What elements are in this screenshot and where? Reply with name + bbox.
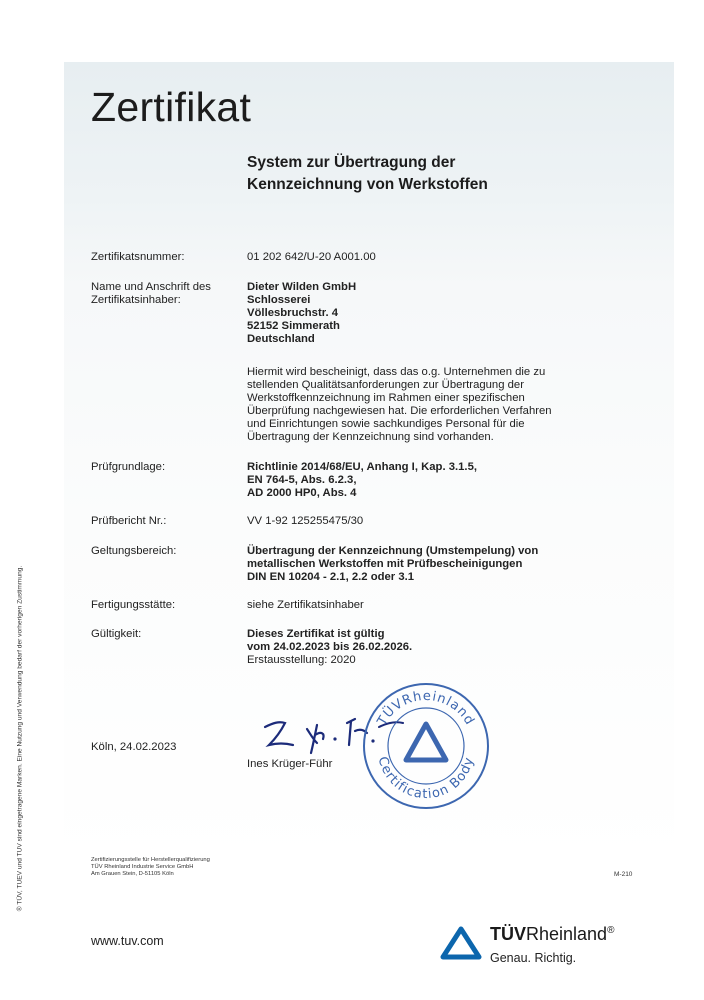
signatory-name: Ines Krüger-Führ — [247, 758, 333, 770]
production-site-value: siehe Zertifikatsinhaber — [247, 599, 364, 611]
validity-line: Dieses Zertifikat ist gültig — [247, 628, 385, 640]
test-basis-value — [247, 461, 477, 500]
holder-address-line: Deutschland — [247, 333, 315, 345]
first-issue: Erstausstellung: 2020 — [247, 654, 356, 666]
website-link[interactable]: www.tuv.com — [91, 934, 164, 948]
holder-label-line: Name und Anschrift des — [91, 281, 211, 293]
stamp-top-text: TÜVRheinland — [374, 688, 478, 729]
certificate-title: Zertifikat — [91, 84, 252, 130]
test-basis-line: AD 2000 HP0, Abs. 4 — [247, 487, 357, 499]
registered-mark: ® — [607, 925, 615, 936]
test-report-label: Prüfbericht Nr.: — [91, 515, 167, 527]
scope-label: Geltungsbereich: — [91, 545, 177, 557]
statement-line: und Einrichtungen sowie sachkundiges Personal für die — [247, 418, 525, 430]
place-date: Köln, 24.02.2023 — [91, 741, 177, 753]
holder-address-line: Schlosserei — [247, 294, 311, 306]
brand-slogan: Genau. Richtig. — [490, 951, 577, 965]
statement-line: Übertragung der Kennzeichnung sind vorhanden. — [247, 431, 494, 443]
tuv-triangle-icon — [440, 926, 482, 960]
certification-stamp — [360, 680, 492, 812]
tuv-brand-logo — [440, 924, 680, 974]
holder-company-name: Dieter Wilden GmbH — [247, 281, 357, 293]
holder-label-line: Zertifikatsinhaber: — [91, 294, 181, 306]
holder-address-line: Völlesbruchstr. 4 — [247, 307, 339, 319]
brand-name — [490, 924, 614, 945]
certificate-number-value: 01 202 642/U-20 A001.00 — [247, 251, 376, 263]
brand-name-bold: TÜV — [490, 924, 526, 944]
test-basis-line: EN 764-5, Abs. 6.2.3, — [247, 474, 357, 486]
brand-name-rest: Rheinland — [526, 924, 608, 944]
certificate-subtitle — [247, 152, 488, 196]
statement-line: Werkstoffkennzeichnung im Rahmen einer spezifischen — [247, 392, 525, 404]
scope-line: Übertragung der Kennzeichnung (Umstempelung) von — [247, 545, 539, 557]
holder-label — [91, 281, 211, 307]
validity-value — [247, 628, 412, 667]
issuer-line: Zertifizierungsstelle für Herstellerqualifizierung — [91, 857, 210, 863]
test-report-value: VV 1-92 125255475/30 — [247, 515, 364, 527]
subtitle-line: Kennzeichnung von Werkstoffen — [247, 176, 488, 193]
validity-dates: vom 24.02.2023 bis 26.02.2026. — [247, 641, 413, 653]
certification-statement — [247, 366, 607, 444]
issuer-block — [91, 857, 210, 878]
scope-value — [247, 545, 538, 584]
issuer-line: Am Grauen Stein, D-51105 Köln — [91, 871, 174, 877]
certificate-number-label: Zertifikatsnummer: — [91, 251, 185, 263]
test-basis-line: Richtlinie 2014/68/EU, Anhang I, Kap. 3.1.5, — [247, 461, 477, 473]
subtitle-line: System zur Übertragung der — [247, 154, 456, 171]
scope-line: metallischen Werkstoffen mit Prüfbescheinigungen — [247, 558, 523, 570]
stamp-bottom-text: Certification Body — [374, 755, 478, 803]
holder-address-line: 52152 Simmerath — [247, 320, 340, 332]
statement-line: Hiermit wird bescheinigt, dass das o.g. Unternehmen die zu — [247, 366, 546, 378]
production-site-label: Fertigungsstätte: — [91, 599, 176, 611]
validity-label: Gültigkeit: — [91, 628, 142, 640]
scope-line: DIN EN 10204 - 2.1, 2.2 oder 3.1 — [247, 571, 415, 583]
trademark-note: ® TÜV, TUEV und TUV sind eingetragene Marken. Eine Nutzung und Verwendung bedarf der vorherigen Zustimmung. — [16, 565, 24, 912]
statement-line: stellenden Qualitätsanforderungen zur Übertragung der — [247, 379, 524, 391]
statement-line: Überprüfung nachgewiesen hat. Die erforderlichen Verfahren — [247, 405, 552, 417]
form-code: M-210 — [614, 871, 633, 878]
holder-address — [247, 281, 356, 346]
test-basis-label: Prüfgrundlage: — [91, 461, 166, 473]
issuer-line: TÜV Rheinland Industrie Service GmbH — [91, 864, 194, 870]
